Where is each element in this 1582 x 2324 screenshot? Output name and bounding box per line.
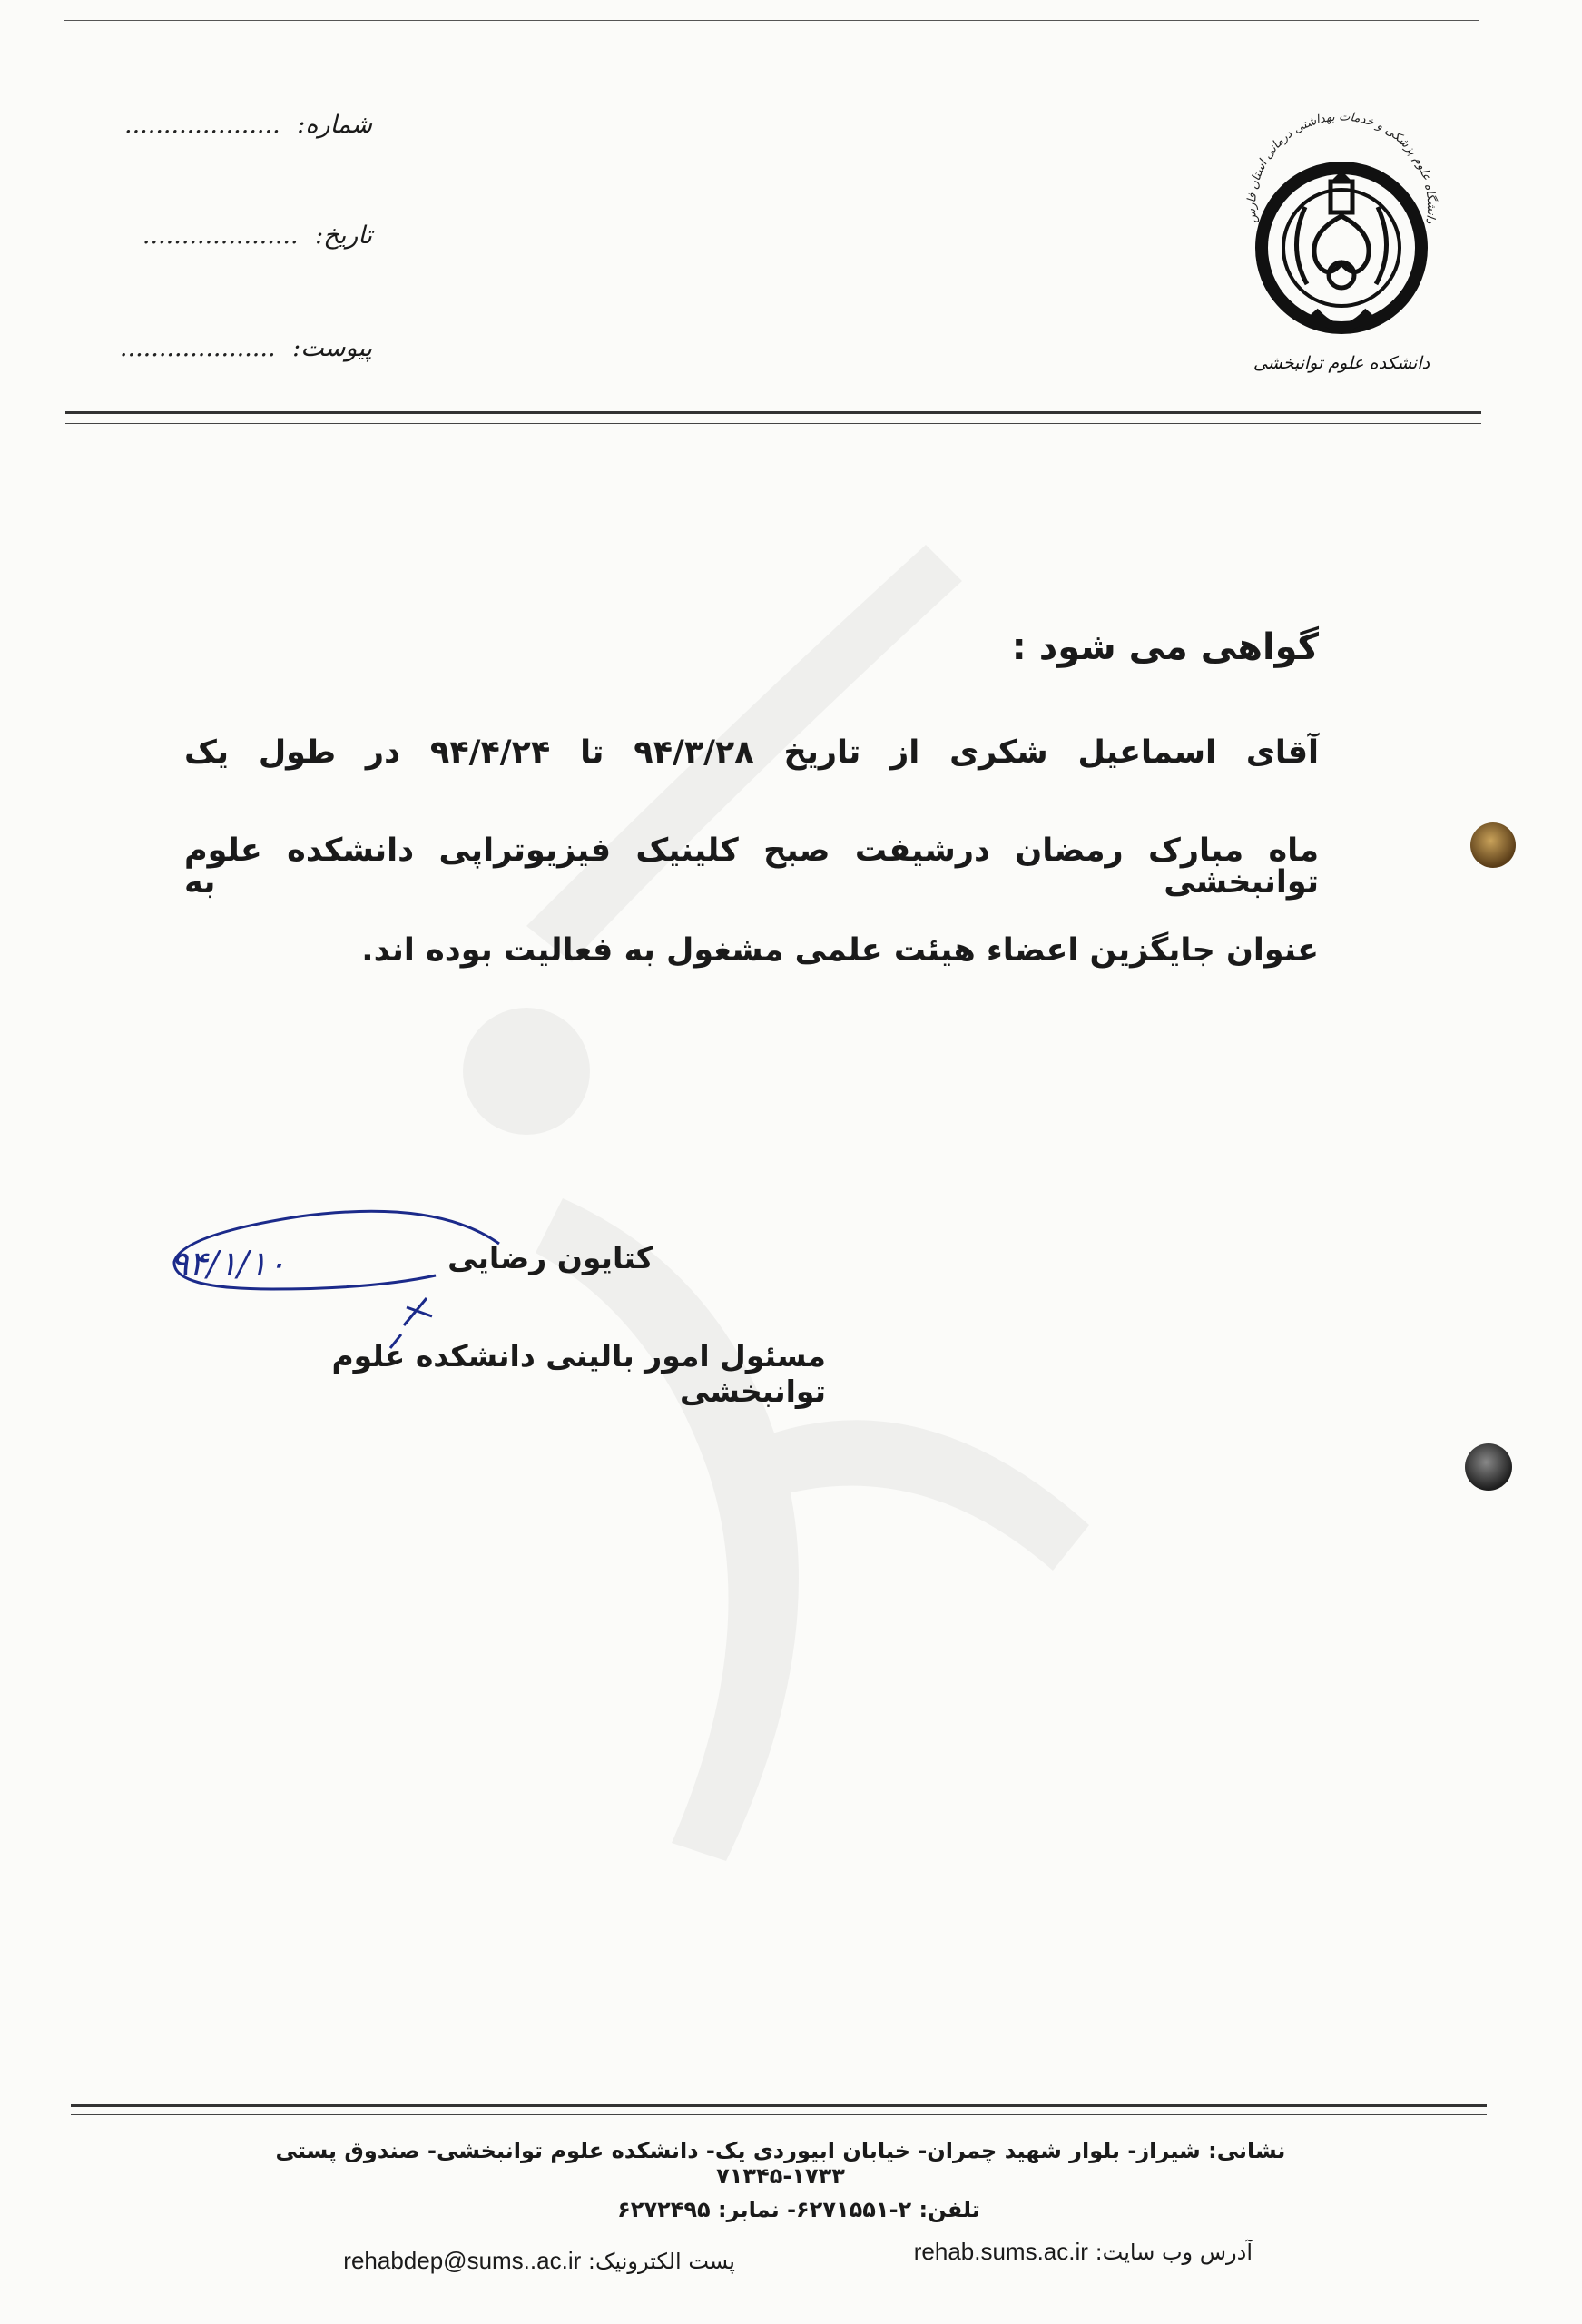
handwritten-date: ۹۴/۱/۱۰ <box>170 1244 286 1284</box>
university-logo <box>1233 80 1450 389</box>
email-label: پست الکترونیک: <box>587 2249 735 2274</box>
certificate-heading: گواهی می شود : <box>1011 626 1319 668</box>
header-divider <box>65 411 1481 424</box>
attachment-field <box>100 334 372 389</box>
body-line-3: عنوان جایگزین اعضاء هیئت علمی مشغول به فعالیت بوده اند. <box>361 932 1319 969</box>
top-rule <box>64 20 1479 21</box>
email-link[interactable]: rehabdep@sums..ac.ir <box>343 2247 582 2274</box>
letter-date-label: تاریخ: <box>315 222 372 250</box>
letter-date-field <box>100 222 372 276</box>
letter-date-dots: .................... <box>142 222 299 250</box>
logo-faculty-name: دانشکده علوم توانبخشی <box>1253 353 1430 373</box>
attachment-label: پیوست: <box>292 334 372 362</box>
footer-email <box>263 2247 735 2275</box>
attachment-dots: .................... <box>119 334 276 362</box>
signatory-title: مسئول امور بالینی دانشکده علوم توانبخشی <box>331 1338 826 1409</box>
website-link[interactable]: rehab.sums.ac.ir <box>913 2238 1088 2265</box>
footer-phone: تلفن: ۲-۶۲۷۱۵۵۱- نمابر: ۶۲۷۲۴۹۵ <box>617 2197 980 2222</box>
footer-divider <box>71 2104 1487 2115</box>
letter-number-dots: .................... <box>124 111 280 139</box>
watermark-logo <box>454 454 1180 1906</box>
footer-website <box>871 2238 1253 2266</box>
website-label: آدرس وب سایت: <box>1095 2240 1253 2265</box>
body-line-2: ماه مبارک رمضان درشیفت صبح کلینیک فیزیوتراپی دانشکده علوم توانبخشی به <box>184 832 1319 901</box>
body-line-1: آقای اسماعیل شکری از تاریخ ۹۴/۳/۲۸ تا ۹۴/۴/۲۴ در طول یک <box>184 734 1319 771</box>
binder-hole <box>1465 1443 1512 1491</box>
footer-address: نشانی: شیراز- بلوار شهید چمران- خیابان ابیوردی یک- دانشکده علوم توانبخشی- صندوق پستی ۱۷۳۳-۷۱۳۴۵ <box>275 2138 1286 2189</box>
letter-number-field <box>100 111 372 165</box>
letter-number-label: شماره: <box>297 111 372 139</box>
signatory-name: کتایون رضایی <box>447 1240 653 1275</box>
binder-hole <box>1470 822 1516 868</box>
logo-arc-text: دانشگاه علوم پزشکی و خدمات بهداشتی درمانی استان فارس <box>1244 110 1439 225</box>
